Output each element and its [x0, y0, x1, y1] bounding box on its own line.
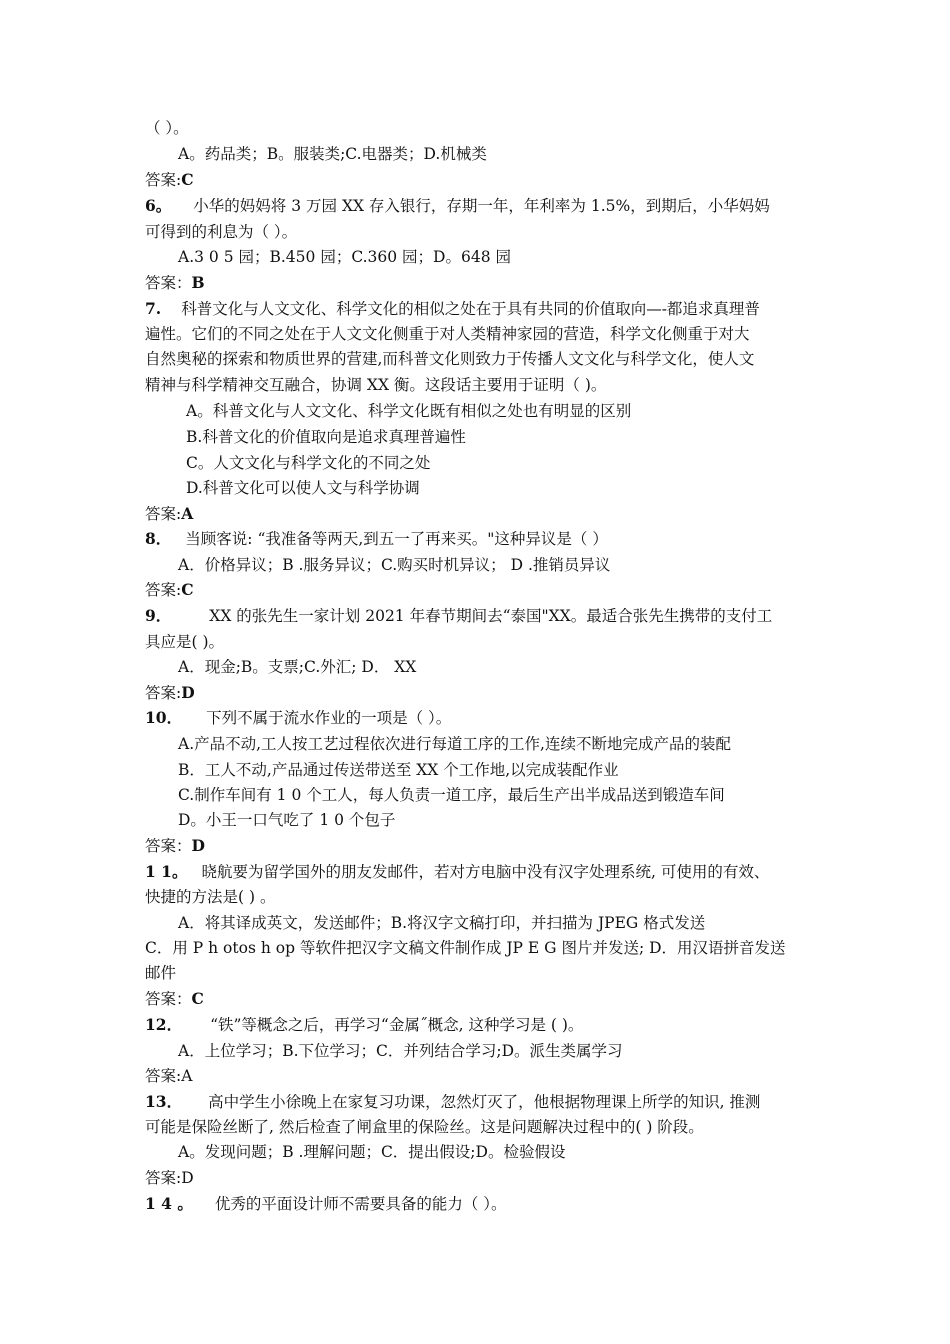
question-line	[145, 862, 769, 882]
answer-label: 答案:	[145, 1067, 182, 1085]
question-line	[145, 1092, 760, 1112]
text-line: 邮件	[145, 964, 177, 982]
option-line: C。人文文化与科学文化的不同之处	[186, 454, 431, 472]
text-line: 可能是保险丝断了, 然后检查了闸盒里的保险丝。这是问题解决过程中的( ) 阶段。	[145, 1118, 704, 1136]
text-line: 快捷的方法是( ) 。	[145, 888, 276, 906]
answer-label: 答案:	[145, 684, 182, 702]
question-text: 高中学生小徐晚上在家复习功课，忽然灯灭了，他根据物理课上所学的知识, 推测	[208, 1093, 761, 1111]
text-line: 精神与科学精神交互融合，协调 XX 衡。这段话主要用于证明（ )。	[145, 376, 607, 394]
answer-label: 答案:	[145, 505, 182, 523]
question-text: 当顾客说: “我准备等两天,到五一了再来买。"这种异议是（ ）	[185, 530, 608, 548]
question-line	[145, 196, 770, 216]
answer-line	[145, 504, 193, 524]
answer-value: C	[181, 170, 194, 189]
answer-label: 答案：	[145, 990, 192, 1008]
answer-line	[145, 1168, 194, 1188]
text-line: （ ）。	[145, 119, 189, 137]
option-line: B．工人不动,产品通过传送带送至 XX 个工作地,以完成装配作业	[178, 761, 619, 779]
answer-value: D	[181, 1169, 194, 1187]
text-line: 可得到的利息为（ ）。	[145, 223, 298, 241]
text-line: 具应是( )。	[145, 633, 225, 651]
answer-label: 答案：	[145, 837, 192, 855]
question-line	[145, 1194, 507, 1214]
question-line	[145, 529, 608, 549]
option-line: B.科普文化的价值取向是追求真理普遍性	[186, 428, 466, 446]
answer-label: 答案：	[145, 274, 192, 292]
answer-label: 答案:	[145, 1169, 182, 1187]
question-line	[145, 299, 760, 319]
answer-line	[145, 170, 194, 190]
text-line: 自然奥秘的探索和物质世界的营建,而科普文化则致力于传播人文文化与科学文化，使人文	[145, 350, 755, 368]
answer-label: 答案:	[145, 581, 182, 599]
option-line: D。小王一口气吃了 1 0 个包子	[178, 811, 396, 829]
option-line: D.科普文化可以使人文与科学协调	[186, 479, 420, 497]
answer-line	[145, 989, 204, 1009]
question-number: 12．	[145, 1015, 183, 1034]
answer-value: B	[191, 273, 205, 292]
question-line	[145, 606, 772, 626]
answer-line	[145, 836, 205, 856]
option-line: C.制作车间有 1 0 个工人，每人负责一道工序，最后生产出半成品送到锻造车间	[178, 786, 725, 804]
answer-value: A	[181, 1067, 193, 1085]
answer-label: 答案:	[145, 171, 182, 189]
question-number: 1 1。	[145, 862, 188, 881]
answer-line	[145, 580, 194, 600]
answer-line	[145, 1066, 192, 1086]
answer-value: A	[181, 504, 194, 523]
question-number: 13．	[145, 1092, 183, 1111]
option-line: A.产品不动,工人按工艺过程依次进行每道工序的工作,连续不断地完成产品的装配	[178, 735, 731, 753]
answer-line	[145, 273, 205, 293]
question-text: XX 的张先生一家计划 2021 年春节期间去“泰国"XX。最适合张先生携带的支付工	[209, 607, 773, 625]
options-line: A.3 0 5 园；B.450 园；C.360 园；D。648 园	[178, 248, 512, 266]
question-text: 晓航要为留学国外的朋友发邮件，若对方电脑中没有汉字处理系统, 可使用的有效、	[201, 863, 770, 881]
options-line: A．价格异议；B .服务异议；C.购买时机异议； D .推销员异议	[178, 556, 611, 574]
answer-value: C	[181, 580, 194, 599]
question-line	[145, 708, 451, 728]
question-number: 1 4 。	[145, 1194, 193, 1213]
question-text: 优秀的平面设计师不需要具备的能力（ ）。	[214, 1195, 507, 1213]
options-line: C．用 P h otos h op 等软件把汉字文稿文件制作成 JP E G 图片并发送; D．用汉语拼音发送	[145, 939, 786, 957]
options-line: A．上位学习；B.下位学习；C．并列结合学习;D。派生类属学习	[178, 1042, 623, 1060]
question-text: 小华的妈妈将 3 万园 XX 存入银行，存期一年，年利率为 1.5%，到期后，小华妈妈	[193, 197, 770, 215]
question-number: 7.	[145, 299, 162, 318]
question-line	[145, 1015, 583, 1035]
question-text: 科普文化与人文文化、科学文化的相似之处在于具有共同的价值取向—-都追求真理普	[181, 300, 760, 318]
question-text: 下列不属于流水作业的一项是（ ）。	[206, 709, 452, 727]
question-number: 10．	[145, 708, 183, 727]
question-number: 9．	[145, 606, 172, 625]
question-text: “铁”等概念之后，再学习“金属˝概念, 这种学习是 ( )。	[210, 1016, 584, 1034]
answer-value: D	[191, 836, 205, 855]
answer-value: D	[181, 683, 195, 702]
answer-value: C	[191, 989, 204, 1008]
question-number: 8．	[145, 529, 172, 548]
options-line: A。发现问题；B .理解问题；C．提出假设;D。检验假设	[178, 1143, 566, 1161]
answer-line	[145, 683, 195, 703]
option-line: A。科普文化与人文文化、科学文化既有相似之处也有明显的区别	[186, 402, 632, 420]
options-line: A。药品类；B。服装类;C.电器类；D.机械类	[178, 145, 487, 163]
options-line: A．现金;B。支票;C.外汇; D． XX	[178, 658, 417, 676]
question-number: 6。	[145, 196, 172, 215]
text-line: 遍性。它们的不同之处在于人文文化侧重于对人类精神家园的营造，科学文化侧重于对大	[145, 325, 750, 343]
options-line: A．将其译成英文，发送邮件；B.将汉字文稿打印，并扫描为 JPEG 格式发送	[178, 914, 706, 932]
